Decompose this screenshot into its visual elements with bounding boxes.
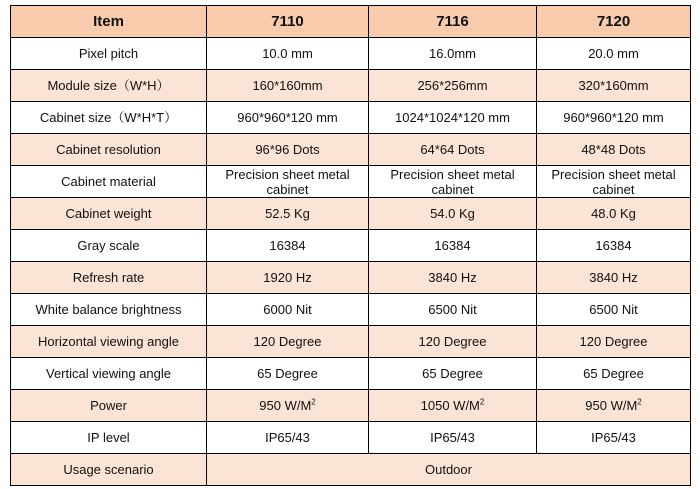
table-row-gray-scale	[11, 230, 691, 262]
header-model-7110: 7110	[207, 6, 369, 38]
row-label: Pixel pitch	[11, 38, 207, 70]
row-label: Horizontal viewing angle	[11, 326, 207, 358]
table-row-pixel-pitch	[11, 38, 691, 70]
cell-7116: IP65/43	[369, 422, 537, 454]
power-value: 950 W/M	[585, 398, 638, 413]
row-label: Module size（W*H）	[11, 70, 207, 102]
cell-7110: 120 Degree	[207, 326, 369, 358]
table-row-white-balance-brightness	[11, 294, 691, 326]
table-row-module-size	[11, 70, 691, 102]
cell-7116: 54.0 Kg	[369, 198, 537, 230]
cell-7110: 65 Degree	[207, 358, 369, 390]
row-label: Vertical viewing angle	[11, 358, 207, 390]
table-row-vertical-viewing-angle	[11, 358, 691, 390]
row-label: Cabinet material	[11, 166, 207, 198]
cell-7116: 256*256mm	[369, 70, 537, 102]
row-label: Refresh rate	[11, 262, 207, 294]
cell-7110: 52.5 Kg	[207, 198, 369, 230]
cell-7116: 120 Degree	[369, 326, 537, 358]
cell-7116: 65 Degree	[369, 358, 537, 390]
cell-7110: 160*160mm	[207, 70, 369, 102]
row-label: IP level	[11, 422, 207, 454]
specification-table	[10, 5, 691, 486]
table-row-cabinet-weight	[11, 198, 691, 230]
cell-7116: Precision sheet metal cabinet	[369, 166, 537, 198]
cell-7120: 960*960*120 mm	[537, 102, 691, 134]
cell-7120: 6500 Nit	[537, 294, 691, 326]
unit-superscript: 2	[479, 397, 485, 407]
power-value: 950 W/M	[259, 398, 312, 413]
row-label: Cabinet resolution	[11, 134, 207, 166]
header-item: Item	[11, 6, 207, 38]
table-row-ip-level	[11, 422, 691, 454]
table-row-cabinet-size	[11, 102, 691, 134]
cell-7110: 16384	[207, 230, 369, 262]
cell-7120: IP65/43	[537, 422, 691, 454]
table-row-cabinet-material	[11, 166, 691, 198]
row-label: Cabinet weight	[11, 198, 207, 230]
cell-7110: 6000 Nit	[207, 294, 369, 326]
cell-7116: 6500 Nit	[369, 294, 537, 326]
cell-7120: 120 Degree	[537, 326, 691, 358]
unit-superscript: 2	[311, 397, 316, 407]
cell-7110: IP65/43	[207, 422, 369, 454]
cell-7116: 16.0mm	[369, 38, 537, 70]
table-row-usage-scenario	[11, 454, 691, 486]
row-label: Power	[11, 390, 207, 422]
table-row-cabinet-resolution	[11, 134, 691, 166]
unit-superscript: 2	[637, 397, 642, 407]
cell-7120	[537, 390, 691, 422]
cell-7110: 10.0 mm	[207, 38, 369, 70]
table-header-row	[11, 6, 691, 38]
row-label: Gray scale	[11, 230, 207, 262]
header-model-7116: 7116	[369, 6, 537, 38]
cell-7120: 16384	[537, 230, 691, 262]
cell-7116: 1024*1024*120 mm	[369, 102, 537, 134]
cell-7110	[207, 390, 369, 422]
cell-7116: 64*64 Dots	[369, 134, 537, 166]
cell-7120: 3840 Hz	[537, 262, 691, 294]
cell-7116: 3840 Hz	[369, 262, 537, 294]
cell-7110: 96*96 Dots	[207, 134, 369, 166]
cell-7116: 16384	[369, 230, 537, 262]
cell-7120: 320*160mm	[537, 70, 691, 102]
table-row-power	[11, 390, 691, 422]
cell-7120: 48.0 Kg	[537, 198, 691, 230]
cell-7110: 1920 Hz	[207, 262, 369, 294]
power-value: 1050 W/M	[420, 398, 480, 413]
row-label: White balance brightness	[11, 294, 207, 326]
cell-7120: 20.0 mm	[537, 38, 691, 70]
cell-7120: 48*48 Dots	[537, 134, 691, 166]
table-row-refresh-rate	[11, 262, 691, 294]
cell-7110: Precision sheet metal cabinet	[207, 166, 369, 198]
cell-7120: 65 Degree	[537, 358, 691, 390]
header-model-7120: 7120	[537, 6, 691, 38]
cell-7110: 960*960*120 mm	[207, 102, 369, 134]
row-label: Cabinet size（W*H*T）	[11, 102, 207, 134]
row-label: Usage scenario	[11, 454, 207, 486]
cell-usage-scenario: Outdoor	[207, 454, 691, 486]
cell-7116	[369, 390, 537, 422]
cell-7120: Precision sheet metal cabinet	[537, 166, 691, 198]
table-row-horizontal-viewing-angle	[11, 326, 691, 358]
